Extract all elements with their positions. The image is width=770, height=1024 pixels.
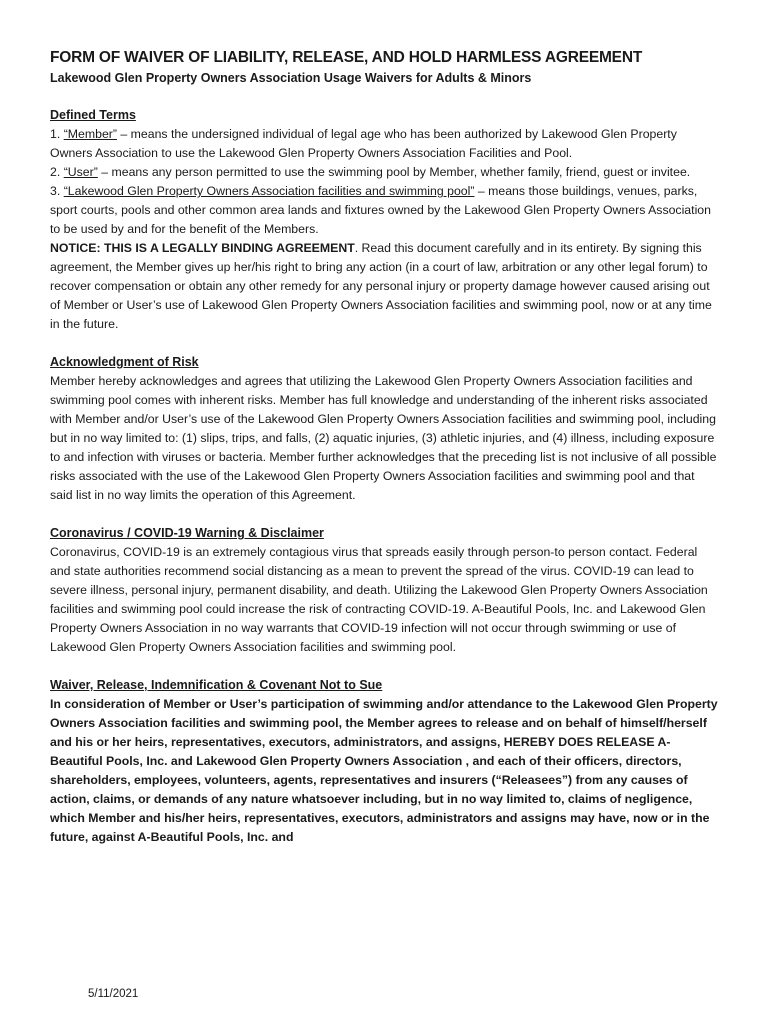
acknowledgment-heading: Acknowledgment of Risk — [50, 355, 199, 369]
term-label: “Member” — [63, 127, 117, 141]
term-user — [50, 163, 718, 182]
document-title: FORM OF WAIVER OF LIABILITY, RELEASE, AND HOLD HARMLESS AGREEMENT — [50, 49, 643, 66]
term-definition: – means any person permitted to use the swimming pool by Member, whether family, friend, guest or invitee. — [97, 165, 691, 179]
covid-heading: Coronavirus / COVID-19 Warning & Disclaimer — [50, 526, 324, 540]
term-number: 2. — [50, 165, 64, 179]
document-body — [50, 48, 718, 847]
term-definition: – means the undersigned individual of legal age who has been authorized by Lakewood Glen Property Owners Association to use the Lakewood Glen Property Owners Association Facilities and Pool. — [50, 127, 677, 160]
notice-paragraph — [50, 239, 718, 334]
term-number: 1. — [50, 127, 64, 141]
document-subtitle: Lakewood Glen Property Owners Association Usage Waivers for Adults & Minors — [50, 71, 532, 85]
notice-label: NOTICE: THIS IS A LEGALLY BINDING AGREEMENT — [50, 241, 355, 255]
defined-terms-section — [50, 106, 718, 334]
covid-text: Coronavirus, COVID-19 is an extremely contagious virus that spreads easily through person-to person contact. Federal and state authorities recommend social distancing as a mean to prevent the spread of the virus. COVID-19 can lead to severe illness, personal injury, permanent disability, and death. Utilizing the Lakewood Glen Property Owners Association facilities and swimming pool could increase the risk of contracting COVID-19. A-Beautiful Pools, Inc. and Lakewood Glen Property Owners Association in no way warrants that COVID-19 infection will not occur through swimming or use of Lakewood Glen Property Owners Association facilities and swimming pool. — [50, 545, 708, 654]
term-number: 3. — [50, 184, 64, 198]
footer-date: 5/11/2021 — [88, 988, 139, 1000]
term-label: “Lakewood Glen Property Owners Association facilities and swimming pool” — [63, 184, 475, 198]
waiver-text: In consideration of Member or User’s participation of swimming and/or attendance to the Lakewood Glen Property Owners Association facilities and swimming pool, the Member agrees to release and on behalf of himself/herself and his or her heirs, representatives, executors, administrators, and assigns, HEREBY DOES RELEASE A-Beautiful Pools, Inc. and Lakewood Glen Property Owners Association , and each of their officers, directors, shareholders, employees, volunteers, agents, representatives and insurers (“Releasees”) from any causes of action, claims, or demands of any nature whatsoever including, but in no way limited to, claims of negligence, which Member and his/her heirs, representatives, executors, administrators and assigns may have, now or in the future, against A-Beautiful Pools, Inc. and — [50, 697, 718, 844]
defined-terms-heading: Defined Terms — [50, 108, 136, 122]
term-facilities — [50, 182, 718, 239]
waiver-heading: Waiver, Release, Indemnification & Covenant Not to Sue — [50, 678, 383, 692]
term-definition: – means those buildings, venues, parks, sport courts, pools and other common area lands and fixtures owned by the Lakewood Glen Property Owners Association to be used by and for the benefit of the Members. — [50, 184, 711, 236]
covid-section — [50, 524, 718, 657]
acknowledgment-text: Member hereby acknowledges and agrees that utilizing the Lakewood Glen Property Owners Association facilities and swimming pool comes with inherent risks. Member has full knowledge and understanding of the inherent risks associated with Member and/or User’s use of the Lakewood Glen Property Owners Association facilities and swimming pool, including but in no way limited to: (1) slips, trips, and falls, (2) aquatic injuries, (3) athletic injuries, and (4) illness, including exposure to and infection with viruses or bacteria. Member further acknowledges that the preceding list is not inclusive of all possible risks associated with the use of the Lakewood Glen Property Owners Association facilities and swimming pool and that said list in no way limits the operation of this Agreement. — [50, 374, 717, 502]
notice-text: . Read this document carefully and in its entirety. By signing this agreement, the Member gives up her/his right to bring any action (in a court of law, arbitration or any other legal forum) to recover compensation or obtain any other remedy for any personal injury or property damage however caused arising out of Member or User’s use of Lakewood Glen Property Owners Association facilities and swimming pool, now or at any time in the future. — [50, 241, 712, 331]
acknowledgment-section — [50, 353, 718, 505]
term-member — [50, 125, 718, 163]
waiver-section — [50, 676, 718, 847]
term-label: “User” — [63, 165, 98, 179]
